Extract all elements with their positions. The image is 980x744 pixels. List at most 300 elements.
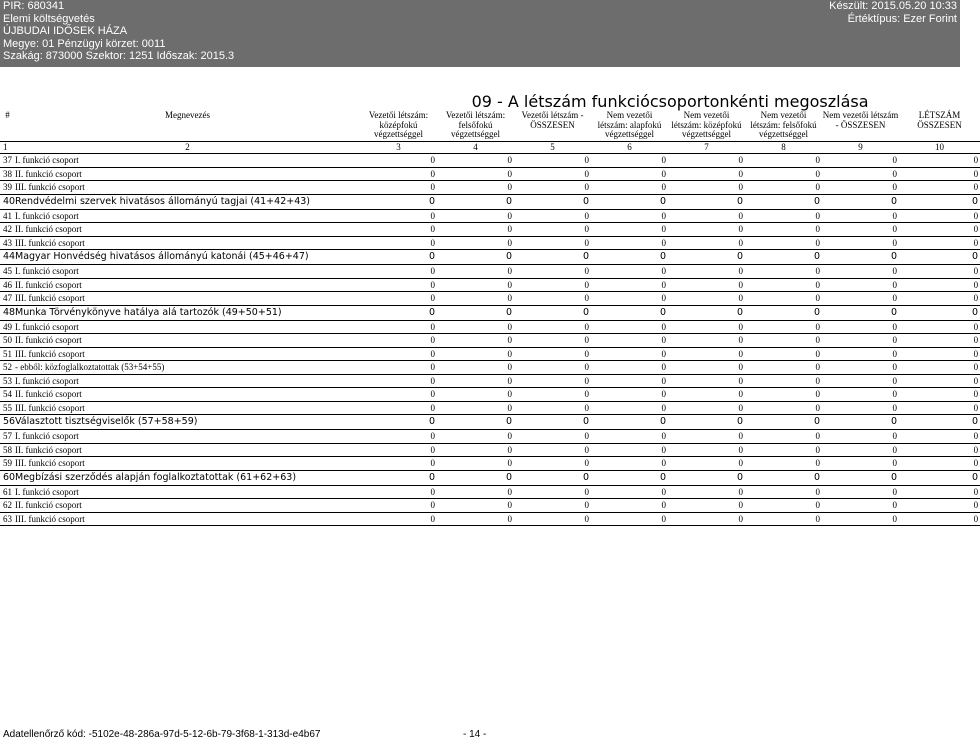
row-value: 0: [437, 443, 514, 457]
row-name: I. funkció csoport: [15, 430, 360, 444]
row-value: 0: [514, 278, 591, 292]
table-row: [0, 443, 980, 457]
row-value: 0: [514, 209, 591, 223]
row-name: II. funkció csoport: [15, 278, 360, 292]
row-value: 0: [437, 485, 514, 499]
row-value: 0: [437, 305, 514, 320]
table-row: [0, 292, 980, 306]
row-value: 0: [745, 470, 822, 485]
created-timestamp: Készült: 2015.05.20 10:33: [829, 0, 957, 12]
row-value: 0: [745, 430, 822, 444]
sector-period: Szakág: 873000 Szektor: 1251 Időszak: 2015.3: [3, 50, 235, 63]
table-row: [0, 499, 980, 513]
row-value: 0: [437, 236, 514, 250]
row-value: 0: [591, 278, 668, 292]
row-value: 0: [745, 194, 822, 209]
row-value: 0: [668, 470, 745, 485]
row-value: 0: [591, 292, 668, 306]
row-value: 0: [437, 167, 514, 181]
row-value: 0: [437, 374, 514, 388]
row-value: 0: [822, 305, 899, 320]
check-code: Adatellenőrző kód: -5102e-48-286a-97d-5-12-6b-79-3f68-1-313d-e4b67: [3, 729, 321, 740]
row-number: 56: [0, 415, 15, 430]
row-value: 0: [360, 499, 437, 513]
row-value: 0: [514, 223, 591, 237]
row-value: 0: [668, 181, 745, 195]
row-name: I. funkció csoport: [15, 209, 360, 223]
row-value: 0: [668, 320, 745, 334]
row-value: 0: [899, 457, 980, 471]
row-value: 0: [899, 250, 980, 265]
row-name: III. funkció csoport: [15, 401, 360, 415]
row-value: 0: [514, 401, 591, 415]
row-value: 0: [514, 347, 591, 361]
row-value: 0: [899, 167, 980, 181]
table-row: [0, 181, 980, 195]
row-value: 0: [668, 361, 745, 375]
row-value: 0: [591, 430, 668, 444]
row-number: 57: [0, 430, 15, 444]
row-value: 0: [899, 415, 980, 430]
row-value: 0: [899, 334, 980, 348]
row-value: 0: [360, 265, 437, 279]
column-header-row: [0, 111, 980, 142]
row-value: 0: [437, 361, 514, 375]
row-name: Rendvédelmi szervek hivatásos állományú tagjai (41+42+43): [15, 194, 360, 209]
row-value: 0: [899, 512, 980, 526]
report-header: [0, 0, 960, 67]
row-value: 0: [514, 388, 591, 402]
row-value: 0: [360, 278, 437, 292]
row-value: 0: [360, 485, 437, 499]
row-value: 0: [745, 374, 822, 388]
row-name: II. funkció csoport: [15, 167, 360, 181]
row-value: 0: [591, 361, 668, 375]
table-row: [0, 388, 980, 402]
row-value: 0: [591, 194, 668, 209]
row-value: 0: [745, 499, 822, 513]
row-value: 0: [745, 181, 822, 195]
row-value: 0: [437, 430, 514, 444]
row-number: 55: [0, 401, 15, 415]
table-row: [0, 430, 980, 444]
row-value: 0: [822, 194, 899, 209]
row-name: I. funkció csoport: [15, 265, 360, 279]
column-number: 8: [745, 142, 822, 154]
pir-label: PIR: 680341: [3, 0, 65, 12]
row-value: 0: [668, 485, 745, 499]
row-value: 0: [899, 305, 980, 320]
row-value: 0: [822, 334, 899, 348]
title-row: [0, 91, 980, 111]
column-number: 10: [899, 142, 980, 154]
row-value: 0: [899, 223, 980, 237]
row-value: 0: [899, 194, 980, 209]
row-value: 0: [360, 250, 437, 265]
row-value: 0: [668, 401, 745, 415]
row-value: 0: [591, 388, 668, 402]
column-number: 5: [514, 142, 591, 154]
row-value: 0: [822, 443, 899, 457]
row-value: 0: [360, 334, 437, 348]
row-value: 0: [745, 236, 822, 250]
row-value: 0: [514, 443, 591, 457]
row-number: 45: [0, 265, 15, 279]
row-value: 0: [591, 374, 668, 388]
row-value: 0: [745, 167, 822, 181]
row-value: 0: [668, 334, 745, 348]
column-number: 6: [591, 142, 668, 154]
row-name: I. funkció csoport: [15, 485, 360, 499]
row-value: 0: [514, 194, 591, 209]
row-value: 0: [745, 223, 822, 237]
table-row: [0, 485, 980, 499]
row-number: 58: [0, 443, 15, 457]
row-number: 47: [0, 292, 15, 306]
column-number: 9: [822, 142, 899, 154]
row-name: II. funkció csoport: [15, 388, 360, 402]
row-value: 0: [668, 347, 745, 361]
row-value: 0: [437, 320, 514, 334]
row-value: 0: [437, 334, 514, 348]
row-value: 0: [745, 457, 822, 471]
row-value: 0: [822, 512, 899, 526]
row-value: 0: [437, 265, 514, 279]
row-value: 0: [360, 374, 437, 388]
row-value: 0: [822, 470, 899, 485]
row-value: 0: [514, 415, 591, 430]
row-number: 46: [0, 278, 15, 292]
column-header: Nem vezetői létszám - ÖSSZESEN: [822, 111, 899, 142]
row-value: 0: [514, 361, 591, 375]
row-value: 0: [437, 347, 514, 361]
row-value: 0: [360, 167, 437, 181]
row-value: 0: [437, 154, 514, 168]
row-number: 41: [0, 209, 15, 223]
row-value: 0: [668, 154, 745, 168]
row-value: 0: [899, 485, 980, 499]
row-value: 0: [899, 443, 980, 457]
row-value: 0: [822, 236, 899, 250]
row-value: 0: [899, 181, 980, 195]
row-value: 0: [437, 250, 514, 265]
row-value: 0: [822, 209, 899, 223]
row-value: 0: [668, 374, 745, 388]
table-row: [0, 470, 980, 485]
row-value: 0: [360, 320, 437, 334]
row-value: 0: [514, 320, 591, 334]
row-value: 0: [822, 388, 899, 402]
row-number: 61: [0, 485, 15, 499]
row-value: 0: [668, 292, 745, 306]
row-value: 0: [668, 512, 745, 526]
row-number: 54: [0, 388, 15, 402]
row-value: 0: [360, 415, 437, 430]
row-value: 0: [437, 415, 514, 430]
row-value: 0: [360, 154, 437, 168]
row-number: 37: [0, 154, 15, 168]
row-value: 0: [668, 388, 745, 402]
row-value: 0: [668, 250, 745, 265]
row-value: 0: [899, 292, 980, 306]
row-value: 0: [899, 374, 980, 388]
row-value: 0: [745, 512, 822, 526]
row-value: 0: [899, 265, 980, 279]
row-number: 63: [0, 512, 15, 526]
row-number: 40: [0, 194, 15, 209]
column-header: #: [0, 111, 15, 142]
row-value: 0: [437, 457, 514, 471]
row-value: 0: [899, 154, 980, 168]
row-value: 0: [591, 250, 668, 265]
row-name: Választott tisztségviselők (57+58+59): [15, 415, 360, 430]
row-value: 0: [514, 470, 591, 485]
table-row: [0, 265, 980, 279]
row-value: 0: [514, 457, 591, 471]
row-value: 0: [899, 470, 980, 485]
row-value: 0: [591, 181, 668, 195]
row-value: 0: [899, 209, 980, 223]
county-district: Megye: 01 Pénzügyi körzet: 0011: [3, 37, 166, 50]
row-number: 52: [0, 361, 15, 375]
row-name: III. funkció csoport: [15, 292, 360, 306]
budget-type: Elemi költségvetés: [3, 12, 95, 25]
row-value: 0: [745, 415, 822, 430]
row-value: 0: [591, 457, 668, 471]
row-value: 0: [360, 388, 437, 402]
row-value: 0: [591, 485, 668, 499]
row-value: 0: [822, 181, 899, 195]
row-value: 0: [514, 305, 591, 320]
row-value: 0: [745, 347, 822, 361]
row-value: 0: [591, 512, 668, 526]
table-row: [0, 347, 980, 361]
row-value: 0: [899, 347, 980, 361]
row-name: I. funkció csoport: [15, 320, 360, 334]
row-value: 0: [822, 430, 899, 444]
row-number: 60: [0, 470, 15, 485]
row-value: 0: [745, 305, 822, 320]
row-value: 0: [745, 278, 822, 292]
row-value: 0: [591, 223, 668, 237]
table-row: [0, 194, 980, 209]
row-value: 0: [360, 401, 437, 415]
row-value: 0: [360, 470, 437, 485]
table-row: [0, 334, 980, 348]
row-value: 0: [745, 388, 822, 402]
row-value: 0: [360, 430, 437, 444]
row-name: III. funkció csoport: [15, 457, 360, 471]
row-number: 62: [0, 499, 15, 513]
row-value: 0: [591, 305, 668, 320]
table-body: [0, 91, 980, 526]
column-number: 2: [15, 142, 360, 154]
row-number: 49: [0, 320, 15, 334]
row-value: 0: [591, 470, 668, 485]
row-name: Megbízási szerződés alapján foglalkoztatottak (61+62+63): [15, 470, 360, 485]
row-number: 53: [0, 374, 15, 388]
column-header: Nem vezetői létszám: középfokú végzettséggel: [668, 111, 745, 142]
row-value: 0: [591, 320, 668, 334]
column-header: Megnevezés: [15, 111, 360, 142]
row-number: 43: [0, 236, 15, 250]
row-name: II. funkció csoport: [15, 223, 360, 237]
row-value: 0: [822, 361, 899, 375]
table-row: [0, 305, 980, 320]
row-name: II. funkció csoport: [15, 334, 360, 348]
row-value: 0: [899, 320, 980, 334]
row-value: 0: [591, 236, 668, 250]
row-value: 0: [591, 415, 668, 430]
table-row: [0, 209, 980, 223]
row-value: 0: [822, 401, 899, 415]
row-value: 0: [591, 154, 668, 168]
row-value: 0: [899, 361, 980, 375]
header-right: [829, 0, 957, 25]
row-value: 0: [437, 181, 514, 195]
row-number: 39: [0, 181, 15, 195]
row-value: 0: [668, 236, 745, 250]
page-number: - 14 -: [463, 729, 487, 740]
table-row: [0, 154, 980, 168]
row-value: 0: [899, 499, 980, 513]
column-header: Vezetői létszám - ÖSSZESEN: [514, 111, 591, 142]
row-number: 51: [0, 347, 15, 361]
row-value: 0: [822, 223, 899, 237]
row-value: 0: [514, 334, 591, 348]
table-row: [0, 250, 980, 265]
row-name: III. funkció csoport: [15, 236, 360, 250]
column-header: Nem vezetői létszám: alapfokú végzettséggel: [591, 111, 668, 142]
row-number: 44: [0, 250, 15, 265]
row-value: 0: [591, 347, 668, 361]
row-value: 0: [899, 388, 980, 402]
row-value: 0: [437, 223, 514, 237]
table-row: [0, 415, 980, 430]
row-value: 0: [745, 401, 822, 415]
row-value: 0: [437, 388, 514, 402]
row-value: 0: [745, 292, 822, 306]
header-left: [3, 0, 234, 63]
row-value: 0: [360, 457, 437, 471]
row-value: 0: [591, 265, 668, 279]
table-row: [0, 167, 980, 181]
row-value: 0: [360, 292, 437, 306]
row-value: 0: [514, 499, 591, 513]
row-value: 0: [437, 499, 514, 513]
row-value: 0: [899, 401, 980, 415]
row-value: 0: [668, 443, 745, 457]
row-value: 0: [668, 457, 745, 471]
table-row: [0, 278, 980, 292]
row-value: 0: [668, 415, 745, 430]
table-row: [0, 320, 980, 334]
row-value: 0: [745, 250, 822, 265]
headcount-table: [0, 91, 980, 526]
row-value: 0: [822, 457, 899, 471]
row-name: - ebből: közfoglalkoztatottak (53+54+55): [15, 361, 360, 375]
row-value: 0: [822, 374, 899, 388]
column-number: 7: [668, 142, 745, 154]
institution-name: ÚJBUDAI IDŐSEK HÁZA: [3, 25, 128, 38]
row-value: 0: [360, 181, 437, 195]
row-name: III. funkció csoport: [15, 181, 360, 195]
row-value: 0: [514, 181, 591, 195]
row-value: 0: [360, 512, 437, 526]
row-value: 0: [668, 305, 745, 320]
row-name: II. funkció csoport: [15, 499, 360, 513]
row-value: 0: [514, 167, 591, 181]
table-row: [0, 223, 980, 237]
row-value: 0: [360, 443, 437, 457]
row-value: 0: [822, 167, 899, 181]
row-value: 0: [437, 401, 514, 415]
row-value: 0: [822, 250, 899, 265]
row-value: 0: [899, 278, 980, 292]
row-number: 38: [0, 167, 15, 181]
table-row: [0, 457, 980, 471]
row-name: III. funkció csoport: [15, 347, 360, 361]
row-value: 0: [514, 292, 591, 306]
row-value: 0: [591, 334, 668, 348]
row-value: 0: [360, 209, 437, 223]
row-value: 0: [591, 499, 668, 513]
row-value: 0: [745, 485, 822, 499]
row-value: 0: [591, 401, 668, 415]
row-name: Munka Törvénykönyve hatálya alá tartozók (49+50+51): [15, 305, 360, 320]
row-number: 48: [0, 305, 15, 320]
row-number: 42: [0, 223, 15, 237]
row-value: 0: [360, 194, 437, 209]
row-value: 0: [360, 236, 437, 250]
row-value: 0: [591, 443, 668, 457]
row-value: 0: [668, 430, 745, 444]
row-value: 0: [514, 265, 591, 279]
table-row: [0, 361, 980, 375]
column-header: Vezetői létszám: középfokú végzettséggel: [360, 111, 437, 142]
row-name: I. funkció csoport: [15, 154, 360, 168]
row-value: 0: [514, 512, 591, 526]
row-name: Magyar Honvédség hivatásos állományú katonái (45+46+47): [15, 250, 360, 265]
column-header: Vezetői létszám: felsőfokú végzettséggel: [437, 111, 514, 142]
table-row: [0, 236, 980, 250]
table-row: [0, 401, 980, 415]
row-value: 0: [899, 430, 980, 444]
row-value: 0: [822, 265, 899, 279]
row-value: 0: [745, 361, 822, 375]
row-value: 0: [591, 167, 668, 181]
row-value: 0: [668, 499, 745, 513]
value-unit: Értéktípus: Ezer Forint: [847, 12, 957, 25]
row-value: 0: [822, 278, 899, 292]
row-value: 0: [668, 194, 745, 209]
row-value: 0: [822, 485, 899, 499]
row-value: 0: [668, 167, 745, 181]
row-value: 0: [437, 470, 514, 485]
row-value: 0: [360, 305, 437, 320]
row-value: 0: [514, 430, 591, 444]
row-value: 0: [514, 154, 591, 168]
column-header: Nem vezetői létszám: felsőfokú végzettséggel: [745, 111, 822, 142]
row-value: 0: [360, 361, 437, 375]
row-value: 0: [514, 250, 591, 265]
row-value: 0: [514, 374, 591, 388]
row-value: 0: [360, 347, 437, 361]
row-name: I. funkció csoport: [15, 374, 360, 388]
row-value: 0: [745, 209, 822, 223]
row-value: 0: [668, 265, 745, 279]
row-value: 0: [437, 194, 514, 209]
